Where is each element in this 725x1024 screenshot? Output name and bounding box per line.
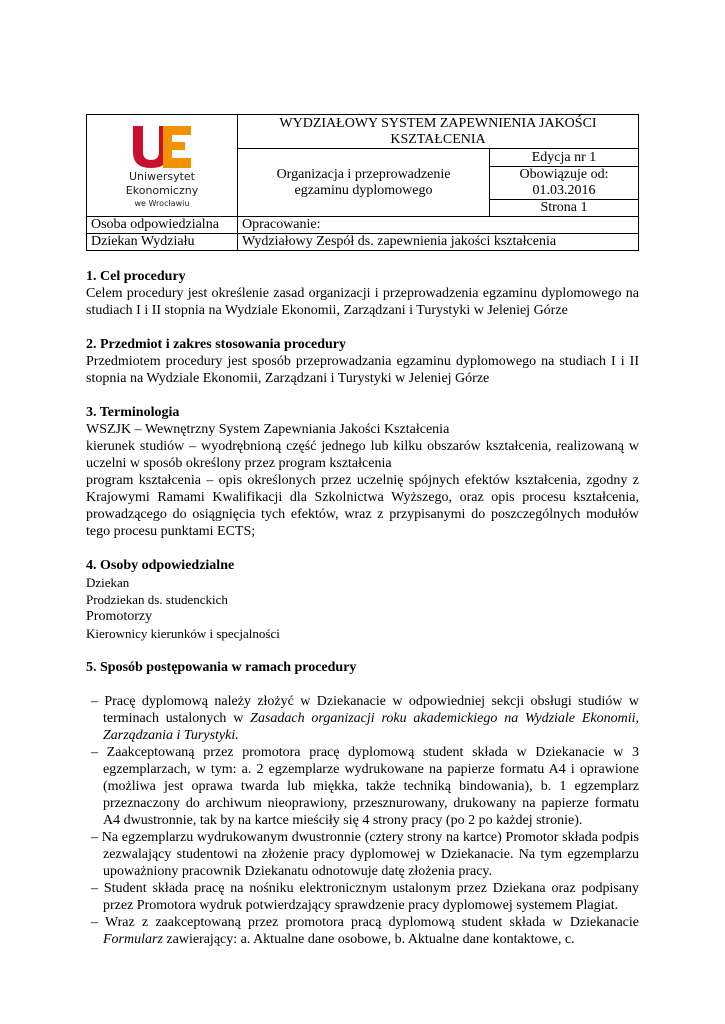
prepared-value: Wydziałowy Zespół ds. zapewnienia jakości kształcenia: [238, 234, 639, 251]
section-4-heading: 4. Osoby odpowiedzialne: [86, 558, 235, 573]
term-item: kierunek studiów – wyodrębnioną część jednego lub kilku obszarów kształcenia, realizowaną w uczelni w sposób określony przez program kształcenia: [86, 439, 639, 471]
section-5-heading: 5. Sposób postępowania w ramach procedury: [86, 660, 357, 675]
responsible-value: Dziekan Wydziału: [87, 234, 238, 251]
responsible-item: Kierownicy kierunków i specjalności: [86, 626, 280, 641]
step-1-text: – Pracę dyplomową należy złożyć w Dziekanacie w odpowiedniej sekcji obsługi studiów w terminach ustalonych w: [91, 694, 639, 726]
procedure-step: – Na egzemplarzu wydrukowanym dwustronnie (cztery strony na kartce) Promotor składa podpis zezwalający studentowi na złożenie pracy dyplomowej w Dziekanacie. Na tym egzemplarzu upoważniony pracownik Dziekanatu odnotowuje datę złożenia pracy.: [91, 830, 639, 879]
edition-label: Edycja nr 1: [490, 149, 639, 167]
valid-from-cell: [490, 167, 639, 200]
procedure-step: – Student składa pracę na nośniku elektronicznym ustalonym przez Dziekana oraz podpisany przez Promotora wydruk potwierdzający sprawdzenie pracy dyplomowej systemem Plagiat.: [91, 881, 639, 913]
header-table: [86, 114, 639, 251]
document-body: [86, 268, 639, 948]
procedure-title: Organizacja i przeprowadzenie egzaminu dyplomowego: [238, 149, 490, 217]
term-item: program kształcenia – opis określonych przez uczelnię spójnych efektów kształcenia, zgodny z Krajowymi Ramami Kwalifikacji dla Szkolnictwa Wyższego, oraz opis procesu kształcenia, prowadzącego do osiągnięcia tych efektów, wraz z przypisanymi do poszczególnych modułów tego procesu punktami ECTS;: [86, 473, 639, 539]
section-2-text: Przedmiotem procedury jest sposób przeprowadzania egzaminu dyplomowego na studiach I i II stopnia na Wydziale Ekonomii, Zarządzani i Turystyki w Jeleniej Górze: [86, 354, 639, 386]
step-1-emphasis: Zasadach organizacji roku akademickiego na Wydziale Ekonomii, Zarządzania i Turystyki.: [103, 711, 639, 743]
logo-cell: [87, 115, 238, 217]
prepared-label: Opracowanie:: [238, 217, 639, 234]
valid-from-date: 01.03.2016: [532, 183, 596, 198]
logo-line-3: we Wrocławiu: [134, 199, 190, 208]
section-3-heading: 3. Terminologia: [86, 405, 180, 420]
section-2-heading: 2. Przedmiot i zakres stosowania procedury: [86, 337, 347, 352]
responsible-item: Dziekan: [86, 575, 130, 590]
procedure-step: [86, 693, 639, 744]
responsible-item: Promotorzy: [86, 609, 153, 624]
section-1-heading: 1. Cel procedury: [86, 269, 186, 284]
ue-logo-icon: [127, 122, 197, 170]
step-5-text-a: – Wraz z zaakceptowaną przez promotora pracą dyplomową student składa w Dziekanacie: [91, 915, 639, 930]
system-title: WYDZIAŁOWY SYSTEM ZAPEWNIENIA JAKOŚCI KSZTAŁCENIA: [238, 115, 639, 149]
logo-line-2: Ekonomiczny: [125, 184, 199, 197]
step-5-emphasis: Formularz: [103, 932, 163, 947]
step-5-text-b: zawierający: a. Aktualne dane osobowe, b. Aktualne dane kontaktowe, c.: [162, 932, 575, 947]
responsible-label: Osoba odpowiedzialna: [87, 217, 238, 234]
page-number: Strona 1: [490, 200, 639, 217]
term-item: WSZJK – Wewnętrzny System Zapewniania Jakości Kształcenia: [86, 422, 450, 437]
logo-line-1: Uniwersytet: [129, 170, 195, 183]
valid-from-label: Obowiązuje od:: [519, 167, 609, 182]
procedure-step: – Zaakceptowaną przez promotora pracę dyplomową student składa w Dziekanacie w 3 egzemplarzach, w tym: a. 2 egzemplarze wydrukowane na papierze formatu A4 i oprawione (możliwa jest oprawa twarda lub miękka, także techniką bindowania), b. 1 egzemplarz przeznaczony do archiwum nieoprawiony, przesznurowany, drukowany na papierze formatu A4 dwustronnie, tak by na kartce mieściły się 4 strony pracy (po 2 po każdej stronie).: [91, 745, 639, 828]
procedure-step: [86, 914, 639, 948]
responsible-item: Prodziekan ds. studenckich: [86, 592, 228, 607]
section-1-text: Celem procedury jest określenie zasad organizacji i przeprowadzenia egzaminu dyplomowego na studiach I i II stopnia na Wydziale Ekonomii, Zarządzani i Turystyki w Jeleniej Górze: [86, 286, 639, 318]
